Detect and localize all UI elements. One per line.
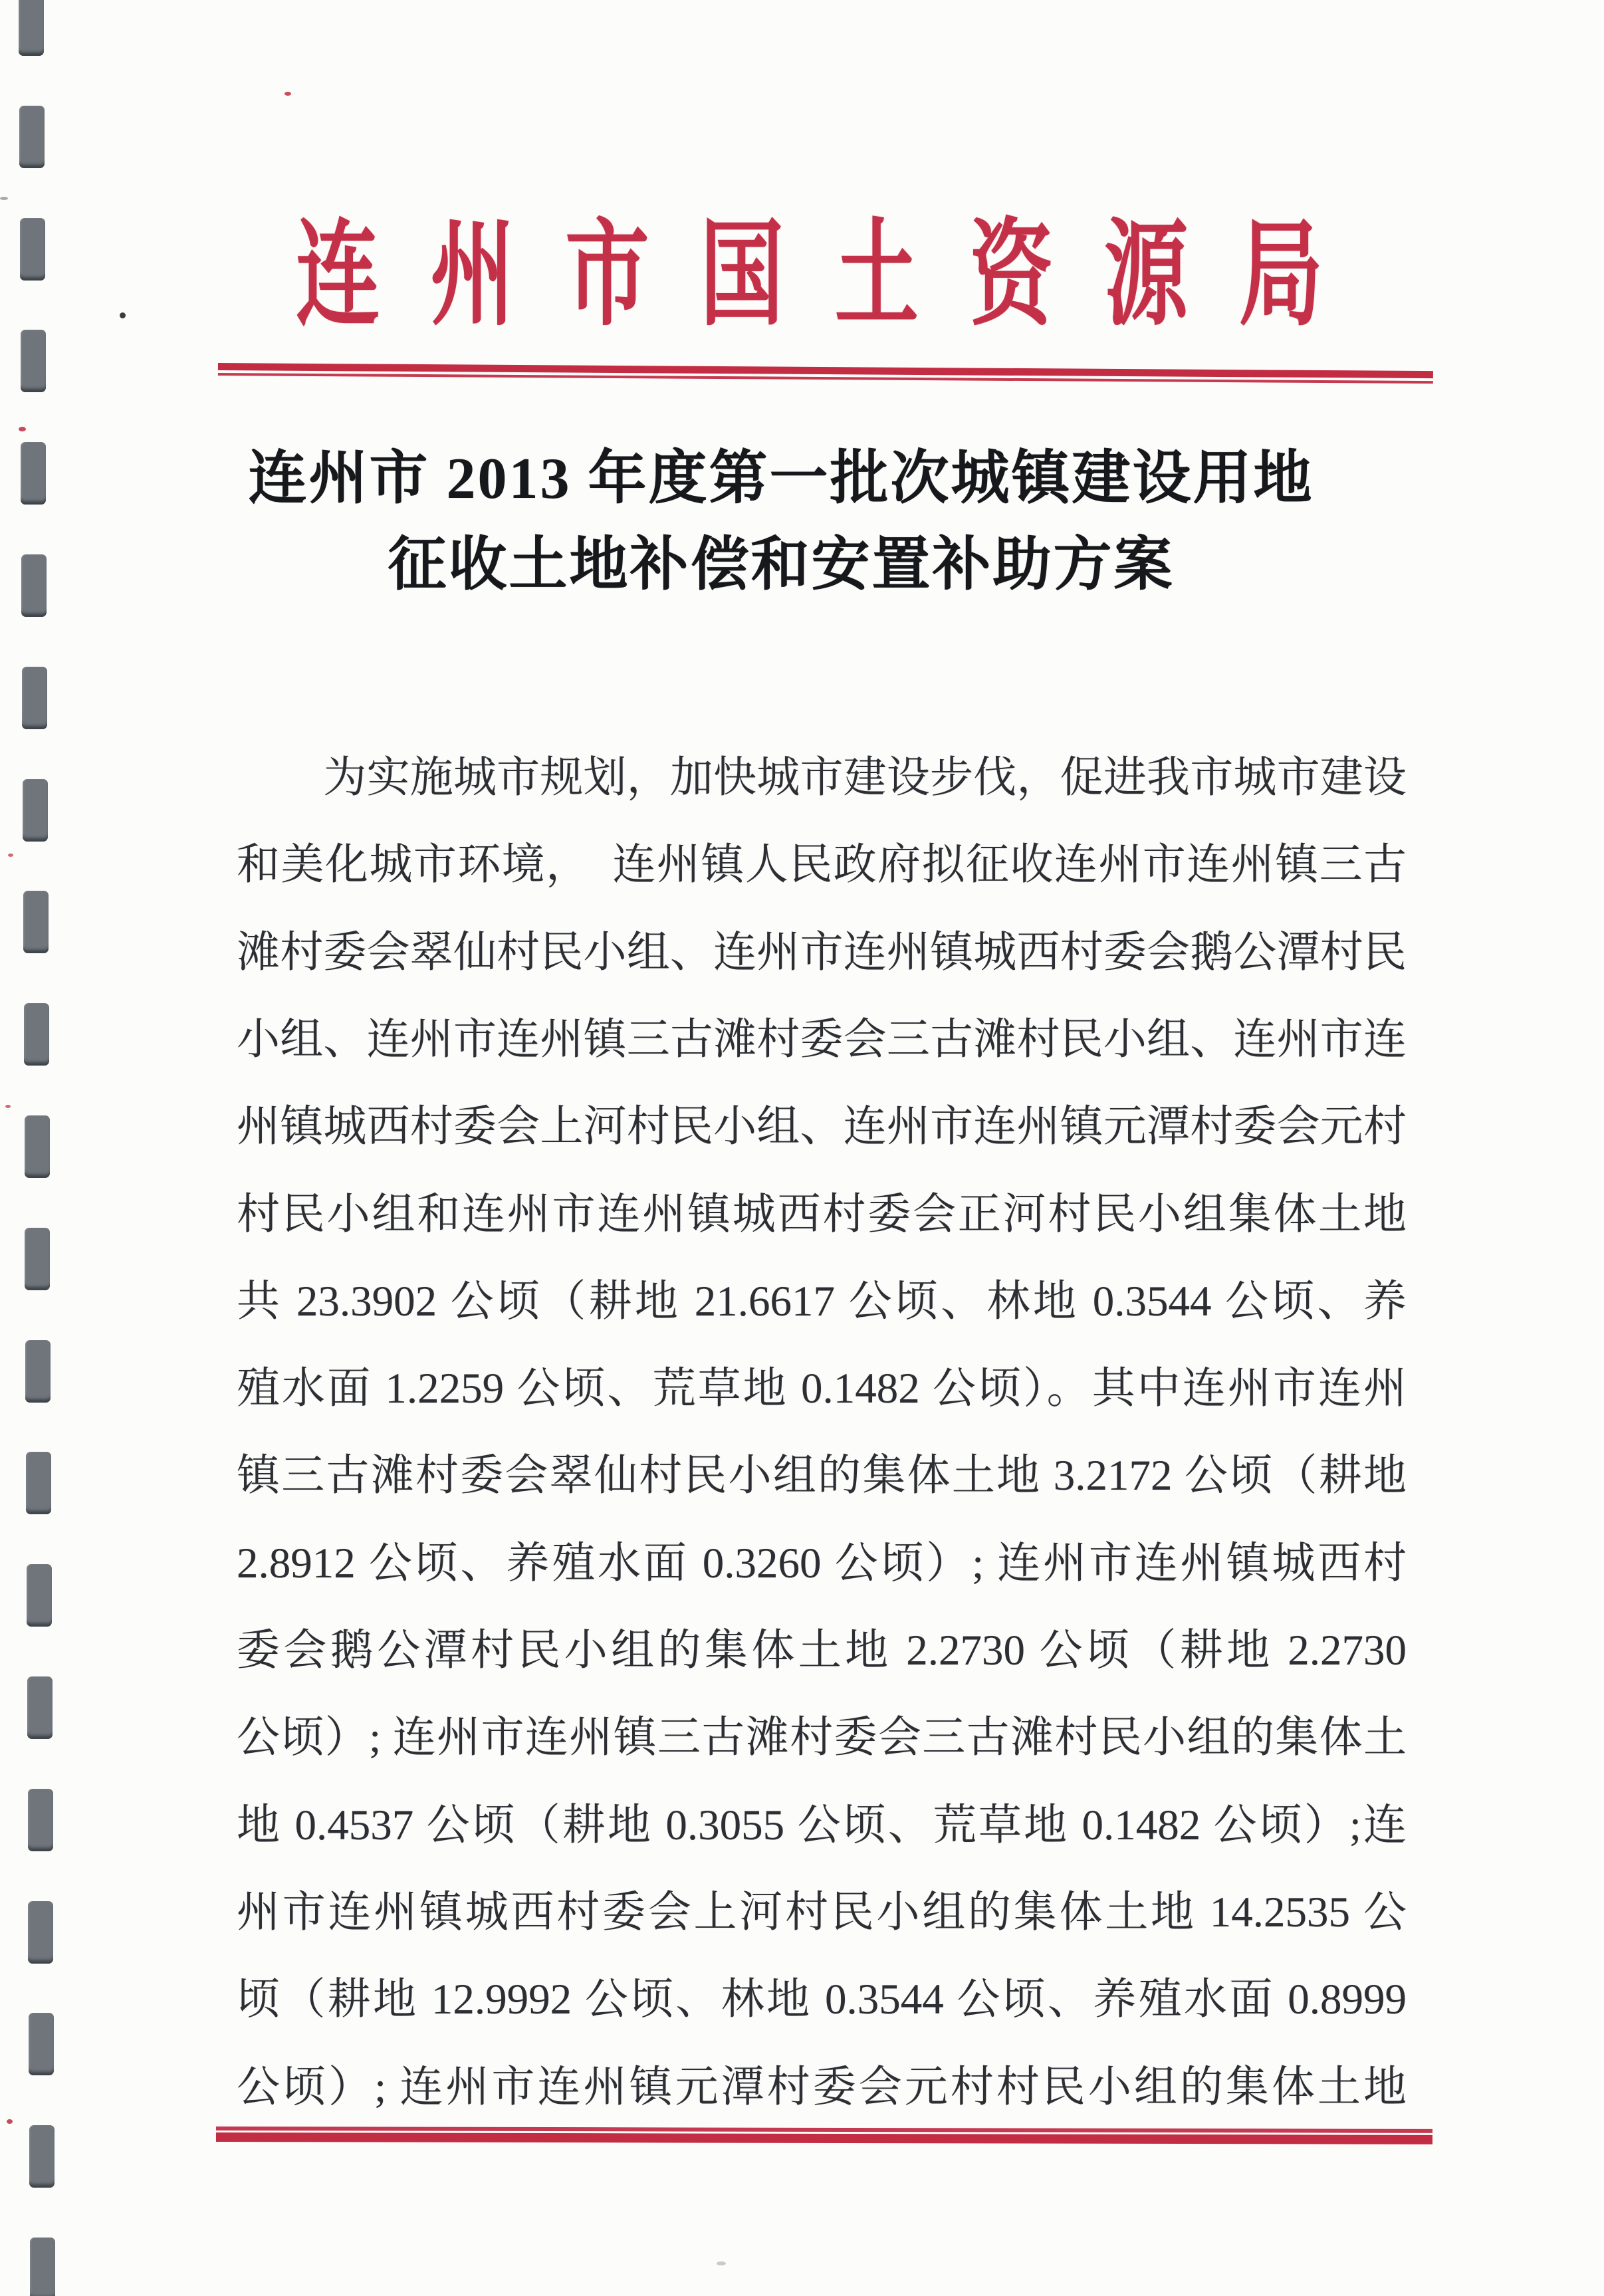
body-paragraph-line: 殖水面 1.2259 公顷、荒草地 0.1482 公顷）。其中连州市连州	[237, 1365, 1407, 1413]
letterhead-double-rule	[218, 363, 1433, 384]
rule-thick-bar	[216, 2132, 1432, 2144]
scan-speck	[19, 427, 26, 431]
document-title-line-1: 连州市 2013 年度第一批次城镇建设用地	[248, 447, 1314, 511]
binder-hole	[24, 1003, 49, 1066]
binder-hole	[20, 218, 45, 281]
scan-speck	[0, 197, 8, 200]
body-paragraph-line: 小组、连州市连州镇三古滩村委会三古滩村民小组、连州市连	[237, 1015, 1407, 1064]
binder-hole	[21, 442, 46, 505]
binder-hole	[19, 0, 44, 56]
body-paragraph-line: 村民小组和连州市连州镇城西村委会正河村民小组集体土地	[237, 1190, 1407, 1238]
binder-hole	[29, 2125, 55, 2188]
binder-hole	[25, 1340, 51, 1403]
scan-speck	[7, 2119, 13, 2124]
body-paragraph-line: 公顷）; 连州市连州镇三古滩村委会三古滩村民小组的集体土	[237, 1714, 1407, 1762]
binder-hole	[22, 667, 47, 729]
binder-hole	[28, 1789, 53, 1851]
binder-hole	[30, 2238, 55, 2296]
body-paragraph-line: 公顷）; 连州市连州镇元潭村委会元村村民小组的集体土地	[237, 2063, 1407, 2111]
body-paragraph-line: 委会鹅公潭村民小组的集体土地 2.2730 公顷（耕地 2.2730	[237, 1627, 1407, 1674]
binder-hole	[19, 106, 45, 168]
scan-speck	[120, 312, 126, 318]
body-paragraph-line: 地 0.4537 公顷（耕地 0.3055 公顷、荒草地 0.1482 公顷）;连	[237, 1801, 1407, 1849]
letterhead-character: 市	[565, 212, 649, 340]
binder-hole	[23, 891, 49, 953]
binder-hole	[28, 1901, 53, 1964]
body-paragraph-line: 为实施城市规划，加快城市建设步伐，促进我市城市建设	[237, 754, 1407, 802]
scan-speck	[717, 2261, 726, 2265]
body-paragraph-line: 州市连州镇城西村委会上河村民小组的集体土地 14.2535 公	[237, 1888, 1407, 1936]
letterhead-character: 国	[700, 212, 784, 340]
letterhead-agency-name	[296, 211, 1323, 341]
letterhead-character: 连	[296, 212, 380, 340]
binder-hole	[26, 1452, 51, 1514]
scan-speck	[5, 1105, 11, 1108]
binder-hole	[27, 1564, 52, 1627]
binder-hole	[21, 330, 46, 392]
body-paragraph-line: 共 23.3902 公顷（耕地 21.6617 公顷、林地 0.3544 公顷、养	[237, 1277, 1407, 1325]
scan-speck	[8, 854, 13, 857]
binder-hole	[21, 554, 47, 617]
binder-hole	[25, 1228, 50, 1290]
binder-hole	[25, 1115, 50, 1178]
scan-speck	[285, 92, 291, 96]
body-paragraph-line: 镇三古滩村委会翠仙村民小组的集体土地 3.2172 公顷（耕地	[237, 1452, 1407, 1500]
document-title-line-2: 征收土地补偿和安置补助方案	[388, 533, 1175, 598]
letterhead-character: 源	[1104, 212, 1189, 340]
body-paragraph-line: 顷（耕地 12.9992 公顷、林地 0.3544 公顷、养殖水面 0.8999	[237, 1976, 1407, 2024]
binder-hole	[23, 779, 48, 842]
letterhead-character: 州	[430, 212, 515, 340]
body-paragraph-line: 和美化城市环境， 连州镇人民政府拟征收连州市连州镇三古	[237, 841, 1407, 889]
body-paragraph-line: 滩村委会翠仙村民小组、连州市连州镇城西村委会鹅公潭村民	[237, 928, 1407, 976]
binder-hole	[27, 1676, 53, 1739]
body-paragraph-line: 州镇城西村委会上河村民小组、连州市连州镇元潭村委会元村	[237, 1103, 1407, 1151]
letterhead-character: 资	[969, 212, 1054, 340]
footer-double-rule	[216, 2126, 1432, 2144]
letterhead-character: 土	[834, 212, 919, 340]
body-paragraph-line: 2.8912 公顷、养殖水面 0.3260 公顷）; 连州市连州镇城西村	[237, 1539, 1407, 1587]
binder-hole	[29, 2013, 54, 2075]
letterhead-character: 局	[1238, 212, 1323, 340]
